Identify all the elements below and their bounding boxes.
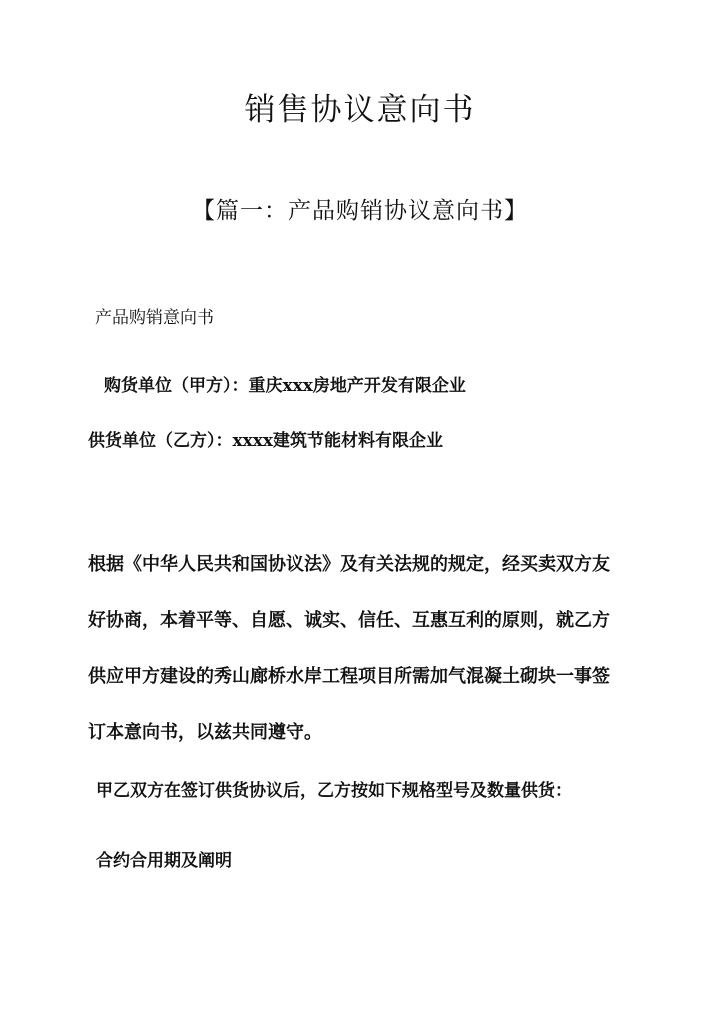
paragraph-line: 好协商，本着平等、自愿、诚实、信任、互惠互利的原则，就乙方 xyxy=(88,610,610,631)
document-subtitle: 【篇一：产品购销协议意向书】 xyxy=(192,198,528,224)
supplier-line: 供货单位（乙方）：xxxx建筑节能材料有限企业 xyxy=(88,431,444,451)
term-heading: 合约合用期及阐明 xyxy=(96,851,232,871)
paragraph-line: 根据《中华人民共和国协议法》及有关法规的规定，经买卖双方友 xyxy=(88,554,610,575)
buyer-line: 购货单位（甲方）：重庆xxx房地产开发有限企业 xyxy=(104,376,466,396)
document-title: 销售协议意向书 xyxy=(244,92,476,128)
agreement-paragraph xyxy=(88,537,628,761)
paragraph-line: 订本意向书，以兹共同遵守。 xyxy=(88,722,322,743)
supply-statement: 甲乙双方在签订供货协议后，乙方按如下规格型号及数量供货： xyxy=(96,781,572,801)
paragraph-line: 供应甲方建设的秀山廊桥水岸工程项目所需加气混凝土砌块一事签 xyxy=(88,666,610,687)
section-heading: 产品购销意向书 xyxy=(95,308,214,328)
